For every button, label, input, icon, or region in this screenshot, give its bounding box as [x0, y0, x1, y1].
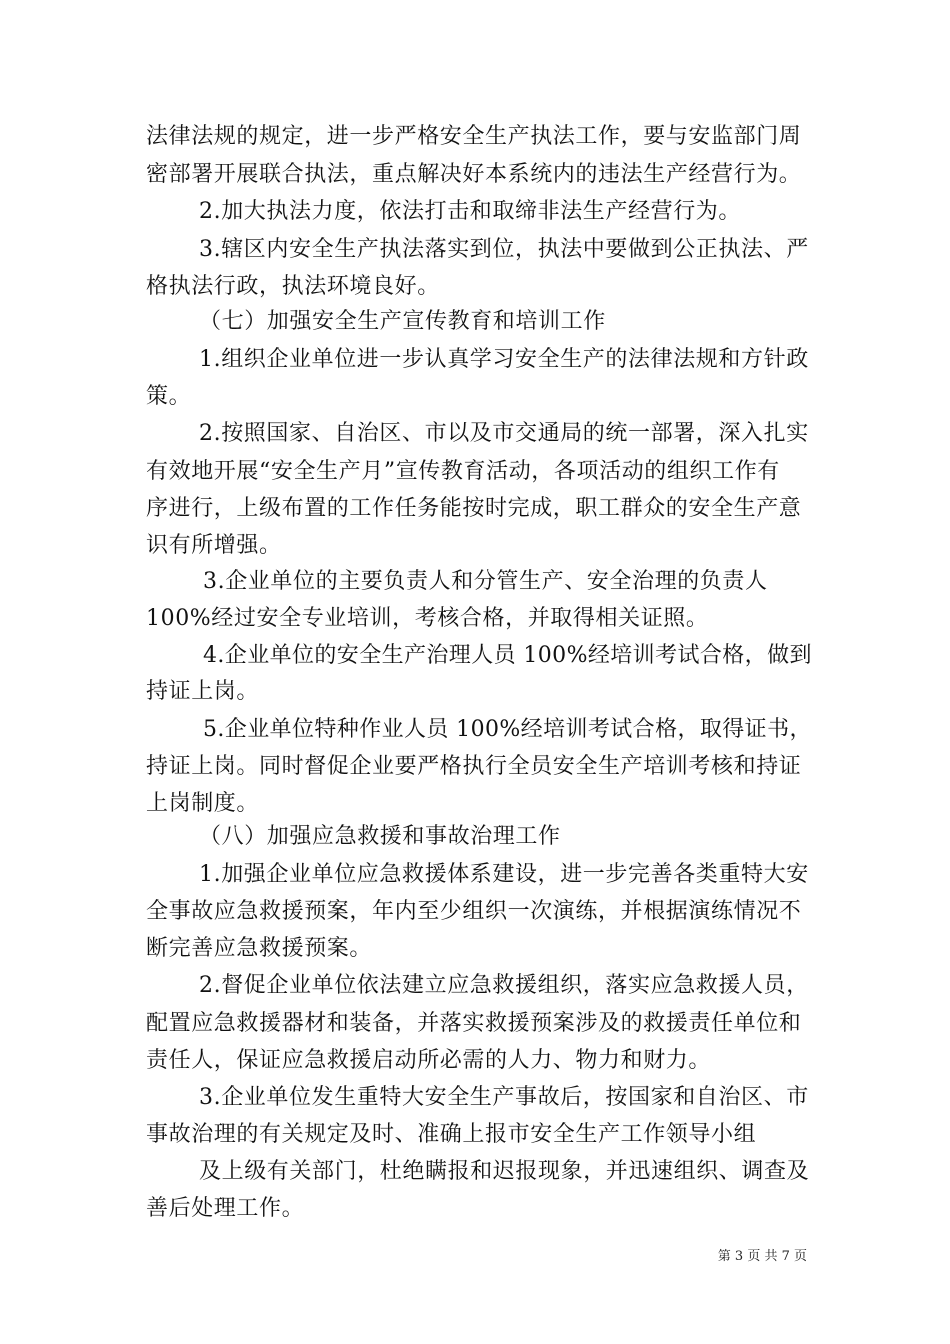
- text-line: 策。: [146, 384, 192, 409]
- text-line: 及上级有关部门，杜绝瞒报和迟报现象，并迅速组织、调查及: [199, 1159, 810, 1184]
- text-line: 密部署开展联合执法，重点解决好本系统内的违法生产经营行为。: [146, 162, 802, 187]
- text-line: 断完善应急救援预案。: [146, 936, 373, 961]
- text-line: 序进行，上级布置的工作任务能按时完成，职工群众的安全生产意: [146, 496, 802, 521]
- page-number: 第 3 页 共 7 页: [717, 1249, 807, 1264]
- text-line: 1.组织企业单位进一步认真学习安全生产的法律法规和方针政: [199, 347, 809, 372]
- text-line: 5.企业单位特种作业人员 100%经培训考试合格，取得证书，: [203, 717, 812, 742]
- text-line: 4.企业单位的安全生产治理人员 100%经培训考试合格，做到: [203, 643, 812, 668]
- text-line: 1.加强企业单位应急救援体系建设，进一步完善各类重特大安: [199, 862, 809, 887]
- text-line: 上岗制度。: [146, 791, 260, 816]
- text-line: 3.企业单位发生重特大安全生产事故后，按国家和自治区、市: [199, 1085, 809, 1110]
- text-line: 3.企业单位的主要负责人和分管生产、安全治理的负责人: [203, 569, 768, 594]
- section-heading: （七）加强安全生产宣传教育和培训工作: [199, 309, 606, 334]
- text-line: 100%经过安全专业培训，考核合格，并取得相关证照。: [146, 606, 709, 631]
- text-line: 2.加大执法力度，依法打击和取缔非法生产经营行为。: [199, 199, 741, 224]
- text-line: 事故治理的有关规定及时、准确上报市安全生产工作领导小组: [146, 1122, 757, 1147]
- text-line: 持证上岗。同时督促企业要严格执行全员安全生产培训考核和持证: [146, 754, 802, 779]
- text-line: 持证上岗。: [146, 679, 260, 704]
- text-line: 善后处理工作。: [146, 1196, 305, 1221]
- text-line: 有效地开展“安全生产月”宣传教育活动，各项活动的组织工作有: [146, 459, 780, 484]
- text-line: 2.按照国家、自治区、市以及市交通局的统一部署，深入扎实: [199, 421, 809, 446]
- text-line: 3.辖区内安全生产执法落实到位，执法中要做到公正执法、严: [199, 237, 809, 262]
- text-line: 法律法规的规定，进一步严格安全生产执法工作，要与安监部门周: [146, 124, 802, 149]
- section-heading: （八）加强应急救援和事故治理工作: [199, 824, 561, 849]
- text-line: 2.督促企业单位依法建立应急救援组织，落实应急救援人员，: [199, 973, 809, 998]
- text-line: 识有所增强。: [146, 533, 282, 558]
- text-line: 责任人，保证应急救援启动所必需的人力、物力和财力。: [146, 1048, 712, 1073]
- text-line: 全事故应急救援预案，年内至少组织一次演练，并根据演练情况不: [146, 899, 802, 924]
- text-line: 配置应急救援器材和装备，并落实救援预案涉及的救援责任单位和: [146, 1011, 802, 1036]
- text-line: 格执法行政，执法环境良好。: [146, 274, 440, 299]
